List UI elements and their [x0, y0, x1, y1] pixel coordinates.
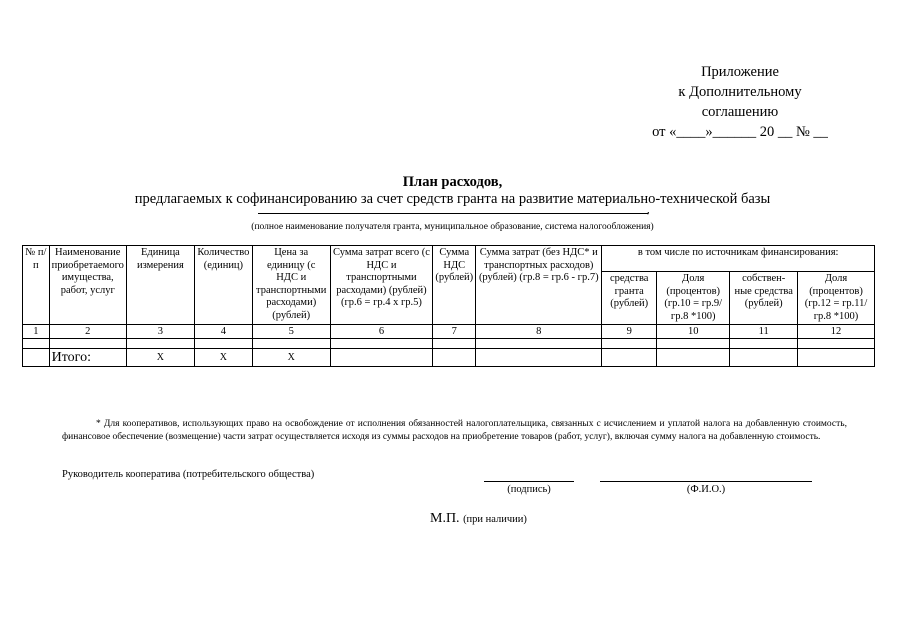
- colnum-2: 2: [49, 325, 126, 339]
- colnum-6: 6: [330, 325, 433, 339]
- header-own-funds: собствен- ные средства (рублей): [730, 272, 798, 325]
- colnum-5: 5: [252, 325, 330, 339]
- header-vat: Сумма НДС (рублей): [433, 246, 476, 325]
- appendix-line4: от «____»______ 20 __ № __: [652, 124, 828, 140]
- header-num: № п/п: [23, 246, 50, 325]
- column-numbers-row: [23, 325, 875, 339]
- colnum-10: 10: [657, 325, 730, 339]
- expense-plan-table: [22, 245, 875, 367]
- total-price-x: Х: [252, 349, 330, 367]
- header-cost-no-vat: Сумма затрат (без НДС* и транспортных расходов) (рублей) (гр.8 = гр.6 - гр.7): [476, 246, 602, 325]
- colnum-3: 3: [126, 325, 194, 339]
- seal-label: М.П.: [430, 511, 460, 526]
- colnum-12: 12: [798, 325, 875, 339]
- total-quantity-x: Х: [194, 349, 252, 367]
- recipient-caption: (полное наименование получателя гранта, муниципальное образование, система налогообложения): [251, 222, 654, 232]
- seal-place: [430, 511, 527, 527]
- header-price: Цена за единицу (с НДС и транспортными расходами) (рублей): [252, 246, 330, 325]
- recipient-fill-line: [258, 205, 648, 214]
- total-label: Итого:: [49, 349, 126, 367]
- colnum-11: 11: [730, 325, 798, 339]
- footnote: * Для кооперативов, использующих право на освобождение от исполнения обязанностей налогоплательщика, связанных с исчислением и уплатой налога на добавленную стоимость, финансовое обеспечение (возмещение) части затрат осуществляется исходя из суммы расходов на приобретение товаров (работ, услуг), включая сумму налога на добавленную стоимость.: [62, 419, 847, 442]
- head-of-cooperative-label: Руководитель кооператива (потребительского общества): [62, 469, 315, 480]
- table-row: [23, 339, 875, 349]
- header-total-cost: Сумма затрат всего (с НДС и транспортными расходами) (рублей) (гр.6 = гр.4 х гр.5): [330, 246, 433, 325]
- colnum-7: 7: [433, 325, 476, 339]
- colnum-9: 9: [602, 325, 657, 339]
- appendix-line1: Приложение: [701, 64, 779, 80]
- appendix-block: [600, 62, 880, 142]
- header-unit: Единица измерения: [126, 246, 194, 325]
- header-quantity: Количество (единиц): [194, 246, 252, 325]
- colnum-8: 8: [476, 325, 602, 339]
- header-row: [23, 246, 875, 272]
- full-name-line: [600, 481, 812, 482]
- colnum-4: 4: [194, 325, 252, 339]
- colnum-1: 1: [23, 325, 50, 339]
- header-name: Наименование приобретаемого имущества, работ, услуг: [49, 246, 126, 325]
- header-own-share: Доля (процентов) (гр.12 = гр.11/гр.8 *100): [798, 272, 875, 325]
- header-grant: средства гранта (рублей): [602, 272, 657, 325]
- seal-note: (при наличии): [463, 514, 527, 525]
- signature-caption: (подпись): [507, 484, 551, 495]
- total-unit-x: Х: [126, 349, 194, 367]
- recipient-comma: ,: [647, 204, 650, 216]
- header-sources-group: в том числе по источникам финансирования:: [602, 246, 875, 272]
- appendix-line3: соглашению: [701, 104, 779, 120]
- header-grant-share: Доля (процентов) (гр.10 = гр.9/ гр.8 *100): [657, 272, 730, 325]
- signature-line: [484, 481, 574, 482]
- total-row: [23, 349, 875, 367]
- document-subtitle: предлагаемых к софинансированию за счет средств гранта на развитие материально-технической базы: [134, 191, 771, 207]
- appendix-line2: к Дополнительному: [678, 84, 802, 100]
- full-name-caption: (Ф.И.О.): [686, 484, 726, 495]
- document-title: План расходов,: [402, 174, 503, 190]
